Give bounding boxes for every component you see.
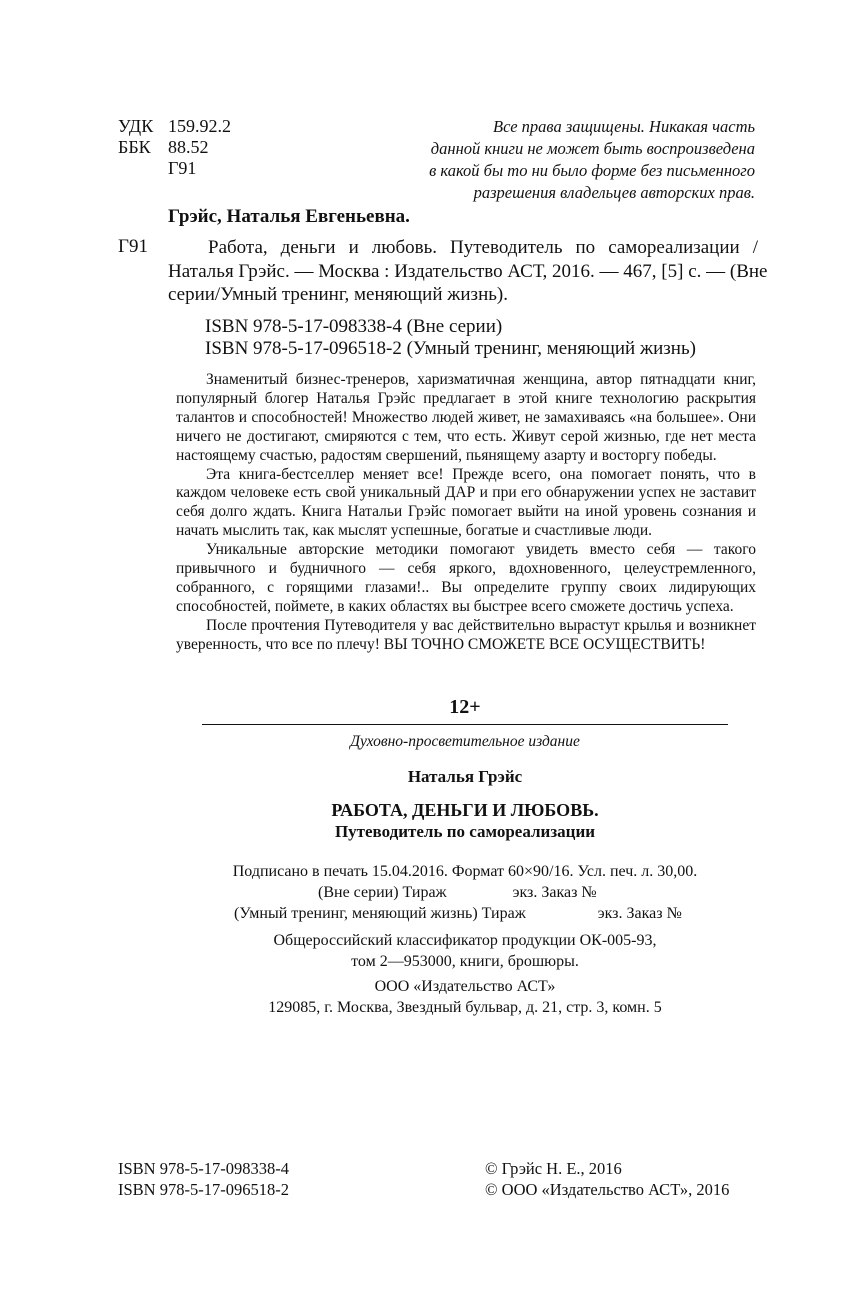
author-mark-row bbox=[118, 158, 231, 179]
description-line: Наталья Грэйс. — Москва : Издательство АСТ, 2016. — 467, [5] с. — (Вне bbox=[168, 260, 768, 282]
publisher-name: ООО «Издательство АСТ» bbox=[374, 978, 556, 995]
rights-line: разрешения владельцев авторских прав. bbox=[473, 183, 755, 202]
book-subtitle: Путеводитель по самореализации bbox=[334, 822, 596, 841]
rights-notice bbox=[415, 116, 755, 204]
isbn-list bbox=[205, 316, 696, 360]
print-run-line bbox=[234, 903, 682, 924]
isbn-line: ISBN 978-5-17-098338-4 (Вне серии) bbox=[205, 316, 503, 337]
udk-label: УДК bbox=[118, 116, 154, 136]
book-title: РАБОТА, ДЕНЬГИ И ЛЮБОВЬ. bbox=[331, 800, 599, 820]
bbk-row bbox=[118, 137, 231, 158]
footer-copyright bbox=[485, 1158, 729, 1200]
order-label: экз. Заказ № bbox=[512, 884, 597, 901]
rights-line: в какой бы то ни было форме без письменного bbox=[429, 161, 755, 180]
order-label: экз. Заказ № bbox=[597, 905, 682, 922]
age-rating: 12+ bbox=[449, 696, 481, 718]
annotation bbox=[176, 371, 756, 655]
rights-line: Все права защищены. Никакая часть bbox=[493, 117, 755, 136]
udk-value: 159.92.2 bbox=[168, 116, 231, 136]
author-heading: Грэйс, Наталья Евгеньевна. bbox=[168, 206, 410, 227]
copyright-line: © ООО «Издательство АСТ», 2016 bbox=[485, 1180, 730, 1199]
divider-rule bbox=[202, 724, 728, 725]
print-run-line bbox=[318, 882, 597, 903]
rights-line: данной книги не может быть воспроизведена bbox=[430, 139, 755, 158]
bibliographic-description bbox=[168, 236, 768, 307]
bbk-value: 88.52 bbox=[168, 137, 209, 157]
print-run-label: (Вне серии) Тираж bbox=[318, 884, 447, 901]
okp-line: Общероссийский классификатор продукции ОК-005-93, bbox=[273, 932, 657, 949]
product-classifier bbox=[0, 930, 845, 972]
description-line: серии/Умный тренинг, меняющий жизнь). bbox=[168, 284, 508, 305]
footer-isbn-line: ISBN 978-5-17-096518-2 bbox=[118, 1180, 289, 1199]
genre-label: Духовно-просветительное издание bbox=[350, 733, 580, 750]
print-details bbox=[0, 861, 845, 922]
catalog-code: Г91 bbox=[118, 236, 148, 257]
isbn-line: ISBN 978-5-17-096518-2 (Умный тренинг, меняющий жизнь) bbox=[205, 338, 696, 359]
print-run-label: (Умный тренинг, меняющий жизнь) Тираж bbox=[234, 905, 526, 922]
annotation-paragraph: Эта книга-бестселлер меняет все! Прежде всего, она помогает понять, что в каждом человеке есть свой уникальный ДАР и при его обнаружении успех не заставит себя долго ждать. Книга Натальи Грэйс помогает выйти на иной уровень сознания и начать мыслить так, как мыслят успешные, богатые и счастливые люди. bbox=[176, 465, 756, 540]
annotation-paragraph: После прочтения Путеводителя у вас действительно вырастут крылья и возникнет уверенность, что все по плечу! ВЫ ТОЧНО СМОЖЕТЕ ВСЕ ОСУЩЕСТВИТЬ! bbox=[176, 616, 756, 653]
annotation-paragraph: Уникальные авторские методики помогают увидеть вместо себя — такого привычного и будничного — себя яркого, вдохновенного, целеустремленного, собранного, с горящими глазами!.. Вы определите группу своих лидирующих способностей, поймете, в каких областях вы быстрее всего сможете достичь успеха. bbox=[176, 541, 756, 615]
author-mark: Г91 bbox=[168, 158, 197, 178]
annotation-paragraph: Знаменитый бизнес-тренеров, харизматичная женщина, автор пятнадцати книг, популярный блогер Наталья Грэйс предлагает в этой книге технологию раскрытия талантов и способностей! Множество людей живет, не замахиваясь «на большее». Они ничего не достигают, смиряются с тем, что есть. Живут серой жизнью, где нет места настоящему счастью, радостям свершений, пьянящему азарту и восторгу победы. bbox=[176, 371, 756, 464]
description-line: Работа, деньги и любовь. Путеводитель по самореализации / bbox=[208, 237, 758, 258]
okp-line: том 2—953000, книги, брошюры. bbox=[351, 953, 579, 970]
publisher-info bbox=[0, 976, 845, 1018]
imprint-author: Наталья Грэйс bbox=[407, 767, 523, 786]
print-line: Подписано в печать 15.04.2016. Формат 60×90/16. Усл. печ. л. 30,00. bbox=[232, 863, 698, 880]
bbk-label: ББК bbox=[118, 137, 151, 157]
copyright-line: © Грэйс Н. Е., 2016 bbox=[485, 1159, 622, 1178]
footer-isbn bbox=[118, 1158, 289, 1200]
udk-row bbox=[118, 116, 231, 137]
footer-isbn-line: ISBN 978-5-17-098338-4 bbox=[118, 1159, 289, 1178]
classification-block bbox=[118, 116, 231, 179]
publisher-address: 129085, г. Москва, Звездный бульвар, д. 21, стр. 3, комн. 5 bbox=[268, 999, 662, 1016]
